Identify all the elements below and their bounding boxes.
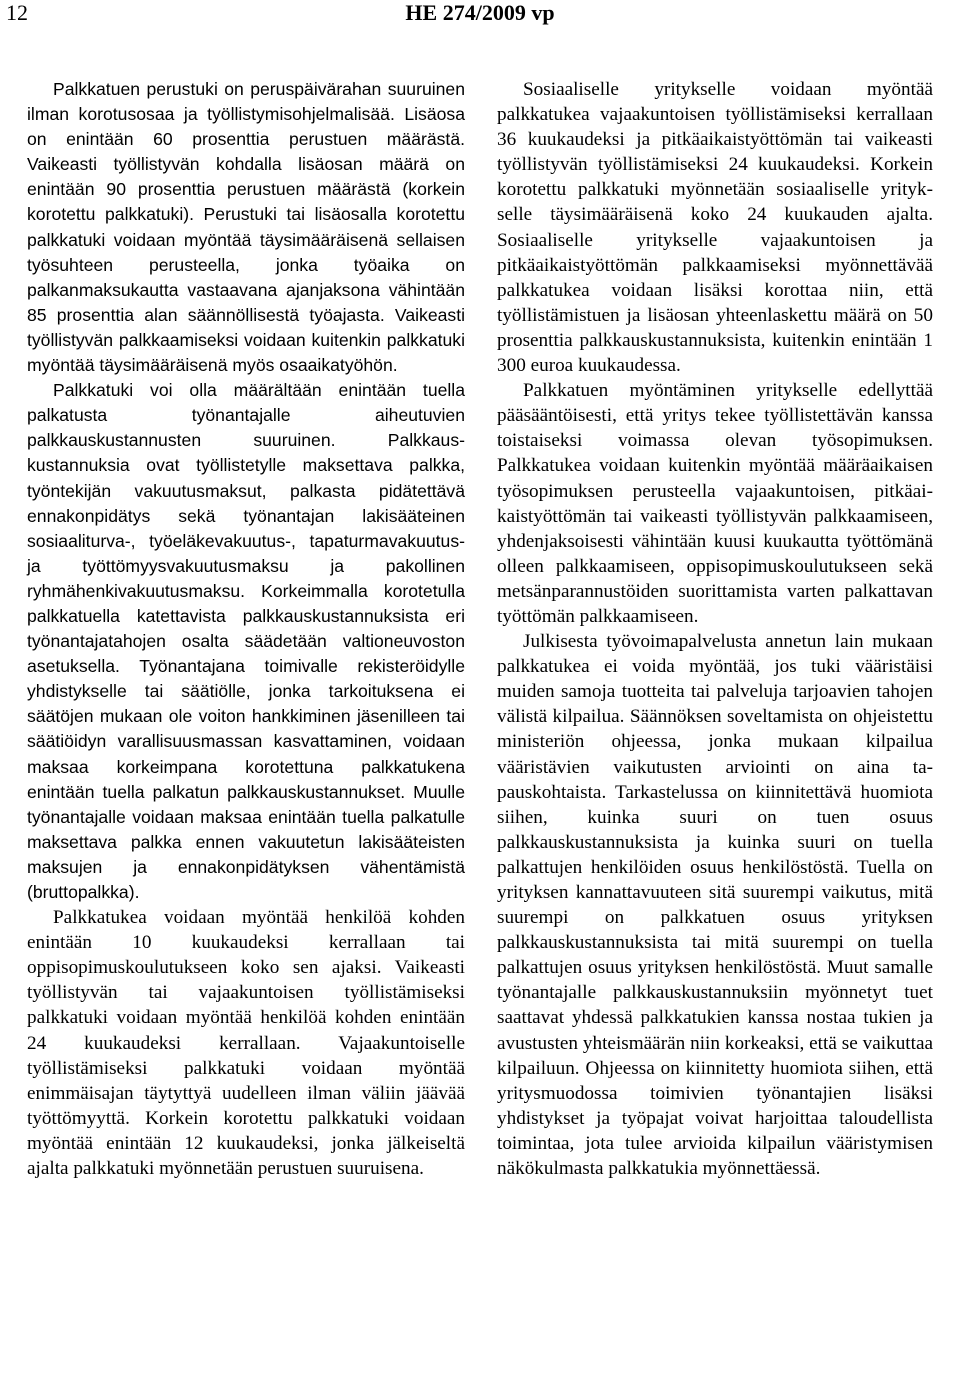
- left-column: [27, 77, 465, 1181]
- paragraph: Palkkatuen perustuki on peruspäivärahan suuruinen ilman korotusosaa ja työllistymisohjelmalisää. Lisäosa on enintään 60 prosenttia perustuen määrästä. Vaikeasti työllistyvän kohdalla lisäosan määrä on enintään 90 prosenttia perustuen määrästä (korkein korotettu palkkatuki). Perustuki tai lisäosalla korotettu palkkatuki voidaan myöntää täysimääräisenä sellaisen työsuhteen perusteella, jonka työaika on palkanmaksukautta vastaavana ajanjaksona vähintään 85 prosenttia alan säännöllisestä työajasta. Vaikeasti työllistyvän palkkaamiseksi voidaan kuitenkin palkkatuki myöntää täysimääräisenä myös osaaikatyöhön.: [27, 79, 465, 376]
- page-header: [0, 0, 960, 30]
- right-column: [497, 77, 933, 1181]
- paragraph: Palkkatukea voidaan myöntää henkilöä kohden enintään 10 kuukaudeksi kerrallaan tai oppisopimuskoulutukseen koko sen ajaksi. Vaikeasti työllistyvän tai vajaakuntoisen työllistämiseksi palkkatuki voidaan myöntää henkilöä kohden enintään 24 kuukaudeksi kerrallaan. Vajaakuntoiselle työllistämiseksi palkkatuki voidaan myöntää enimmäisajan täytyttyä uudelleen ilman väliin jäävää työttömyyttä. Korkein korotettu palkkatuki voidaan myöntää enintään 12 kuukaudeksi, jonka jälkeiseltä ajalta palkkatuki myönnetään perustuen suuruisena.: [27, 907, 465, 1180]
- paragraph: Palkkatuki voi olla määrältään enintään tuella palkatusta työnantajalle aiheutuvien palkkauskustannusten suuruinen. Palkkauskustannuksia ovat työllistetylle maksettava palkka, työntekijän vakuutusmaksut, palkasta pidätettävä ennakonpidätys sekä työnantajan lakisääteinen sosiaaliturva-, työeläkevakuutus-, tapaturmavakuutus- ja työttömyysvakuutusmaksu ja pakollinen ryhmähenkivakuutusmaksu. Korkeimmalla korotetulla palkkatuella katettavista palkkauskustannuksista eri työnantajatahojen osalta säädetään valtioneuvoston asetuksella. Työnantajana toimivalle rekisteröidylle yhdistykselle tai säätiölle, jonka tarkoituksena ei säätöjen mukaan ole voiton hankkiminen jäsenilleen tai säätiöidyn varallisuusmassan kasvattaminen, voidaan maksaa korkeimpana korotettuna palkkatukena enintään tuella palkatun palkkauskustannukset. Muulle työnantajalle voidaan maksaa enintään tuella palkatulle maksettava palkka ennen vakuutetun lakisääteisten maksujen ja ennakonpidätyksen vähentämistä (bruttopalkka).: [27, 380, 465, 902]
- paragraph: Sosiaaliselle yritykselle voidaan myöntää palkkatukea vajaakuntoisen työllistämiseksi kerrallaan 36 kuukaudeksi ja pitkäaikaistyöttömän tai vaikeasti työllistyvän työllistämiseksi 24 kuukaudeksi. Korkein korotettu palkkatuki myönnetään sosiaaliselle yritykselle täysimääräisenä koko 24 kuukauden ajalta. Sosiaaliselle yritykselle vajaakuntoisen ja pitkäaikaistyöttömän palkkaamiseksi myönnettävää palkkatukea voidaan lisäksi korottaa niin, että työllistämistuen ja lisäosan yhteenlaskettu määrä on 50 prosenttia palkkauskustannuksista, kuitenkin enintään 1 300 euroa kuukaudessa.: [497, 79, 933, 377]
- document-id: HE 274/2009 vp: [405, 0, 555, 25]
- page-number: 12: [6, 0, 28, 25]
- paragraph: Palkkatuen myöntäminen yritykselle edellyttää pääsääntöisesti, että yritys tekee työllistettävän kanssa toistaiseksi voimassa olevan työsopimuksen. Palkkatukea voidaan kuitenkin myöntää määräaikaisen työsopimuksen perusteella vajaakuntoisen, pitkäaikaistyöttömän tai vaikeasti työllistyvän palkkaamiseen, yhdenjaksoisesti vähintään kuusi kuukautta työttömänä olleen palkkaamiseen, oppisopimuskoulutukseen sekä metsänparannustöiden suorittamista varten palkattavan työttömän palkkaamiseen.: [497, 380, 933, 627]
- paragraph: Julkisesta työvoimapalvelusta annetun lain mukaan palkkatukea ei voida myöntää, jos tuki vääristäisi muiden samoja tuotteita tai palveluja tarjoavien tahojen välistä kilpailua. Säännöksen soveltamista on ohjeistettu ministeriön ohjeessa, jonka mukaan kilpailua vääristävien vaikutusten arviointi on aina tapauskohtaista. Tarkastelussa on kiinnitettävä huomiota siihen, kuinka suuri on tuen osuus palkkauskustannuksista ja kuinka suuri on tuella palkattujen henkilöiden osuus henkilöstöstä. Tuella on yrityksen kannattavuuteen sitä suurempi vaikutus, mitä suurempi on palkkatuen osuus yrityksen palkkauskustannuksista tai mitä suurempi on tuella palkattujen osuus yrityksen henkilöstöstä. Muut samalle työnantajalle palkkauskustannuksiin myönnetyt tuet saattavat yhdessä palkkatukien kanssa nostaa tukien ja avustusten yhteismäärän niin korkeaksi, että se vaikuttaa kilpailuun. Ohjeessa on kiinnitetty huomiota siihen, että yritysmuodossa toimivien työnantajien lisäksi yhdistykset ja työpajat voivat harjoittaa taloudellista toimintaa, jota tulee arvioida kilpailun vääristymisen näkökulmasta palkkatukia myönnettäessä.: [497, 631, 933, 1180]
